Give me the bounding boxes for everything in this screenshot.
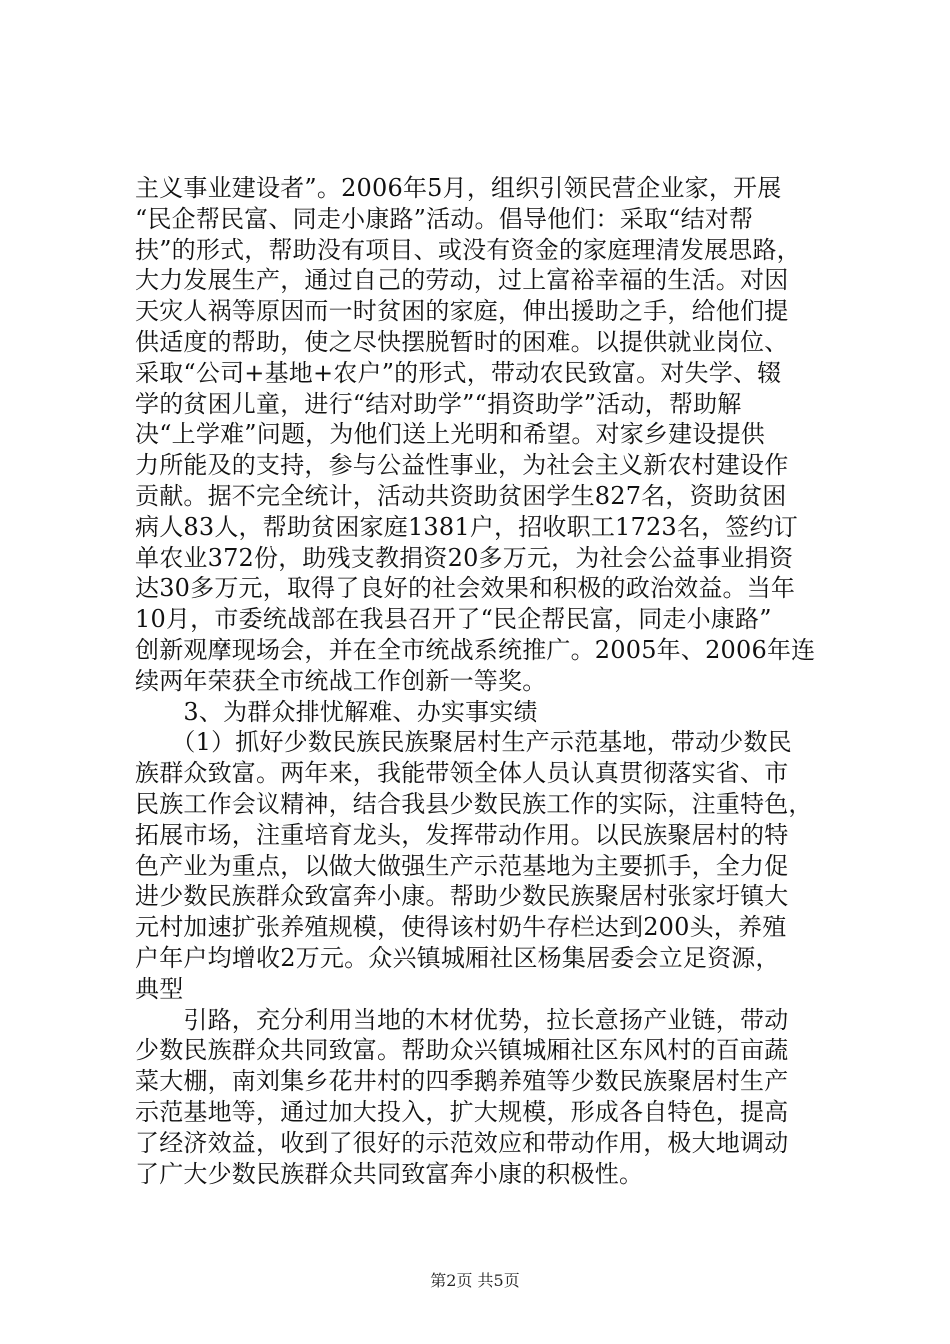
text-line: 引路，充分利用当地的木材优势，拉长意扬产业链，带动 [135, 1005, 789, 1034]
text-line: 拓展市场，注重培育龙头，发挥带动作用。以民族聚居村的特 [135, 820, 789, 849]
text-line: 10月，市委统战部在我县召开了“民企帮民富，同走小康路” [135, 605, 772, 634]
text-line: 达30多万元，取得了良好的社会效果和积极的政治效益。当年 [135, 574, 796, 603]
text-line: “民企帮民富、同走小康路”活动。倡导他们：采取“结对帮 [135, 204, 754, 233]
text-line: 菜大棚，南刘集乡花井村的四季鹅养殖等少数民族聚居村生产 [135, 1067, 789, 1096]
section-heading: 3、为群众排忧解难、办实事实绩 [135, 697, 538, 726]
text-line: 供适度的帮助，使之尽快摆脱暂时的困难。以提供就业岗位、 [135, 327, 789, 356]
text-line: 族群众致富。两年来，我能带领全体人员认真贯彻落实省、市 [135, 759, 789, 788]
text-line: 少数民族群众共同致富。帮助众兴镇城厢社区东风村的百亩蔬 [135, 1036, 789, 1065]
text-line: 单农业372份，助残支教捐资20多万元，为社会公益事业捐资 [135, 543, 794, 572]
page-number-footer: 第2页 共5页 [430, 1271, 520, 1290]
text-line: 典型 [135, 974, 184, 1003]
text-line: 色产业为重点，以做大做强生产示范基地为主要抓手，全力促 [135, 851, 789, 880]
text-line: 示范基地等，通过加大投入，扩大规模，形成各自特色，提高 [135, 1097, 789, 1126]
text-line: （1）抓好少数民族民族聚居村生产示范基地，带动少数民 [135, 728, 792, 757]
text-line: 元村加速扩张养殖规模，使得该村奶牛存栏达到200头，养殖 [135, 913, 787, 942]
text-line: 民族工作会议精神，结合我县少数民族工作的实际，注重特色， [135, 789, 813, 818]
text-line: 贡献。据不完全统计，活动共资助贫困学生827名，资助贫困 [135, 481, 787, 510]
text-line: 进少数民族群众致富奔小康。帮助少数民族聚居村张家圩镇大 [135, 882, 789, 911]
text-line: 天灾人祸等原因而一时贫困的家庭，伸出援助之手，给他们提 [135, 297, 789, 326]
text-line: 大力发展生产，通过自己的劳动，过上富裕幸福的生活。对因 [135, 266, 789, 295]
text-line: 力所能及的支持，参与公益性事业，为社会主义新农村建设作 [135, 451, 789, 480]
text-line: 续两年荣获全市统战工作创新一等奖。 [135, 666, 547, 695]
text-line: 主义事业建设者”。2006年5月，组织引领民营企业家，开展 [135, 174, 782, 202]
text-line: 学的贫困儿童，进行“结对助学”“捐资助学”活动，帮助解 [135, 389, 742, 418]
text-line: 户年户均增收2万元。众兴镇城厢社区杨集居委会立足资源， [135, 943, 780, 972]
text-line: 决“上学难”问题，为他们送上光明和希望。对家乡建设提供 [135, 420, 765, 449]
text-line: 了经济效益，收到了很好的示范效应和带动作用，极大地调动 [135, 1128, 789, 1157]
text-line: 病人83人，帮助贫困家庭1381户，招收职工1723名，签约订 [135, 512, 798, 541]
text-line: 了广大少数民族群众共同致富奔小康的积极性。 [135, 1159, 644, 1188]
document-body [135, 173, 835, 1189]
text-line: 采取“公司+基地+农户”的形式，带动农民致富。对失学、辍 [135, 358, 782, 387]
text-line: 扶”的形式，帮助没有项目、或没有资金的家庭理清发展思路， [135, 235, 801, 264]
text-line: 创新观摩现场会，并在全市统战系统推广。2005年、2006年连 [135, 635, 816, 664]
